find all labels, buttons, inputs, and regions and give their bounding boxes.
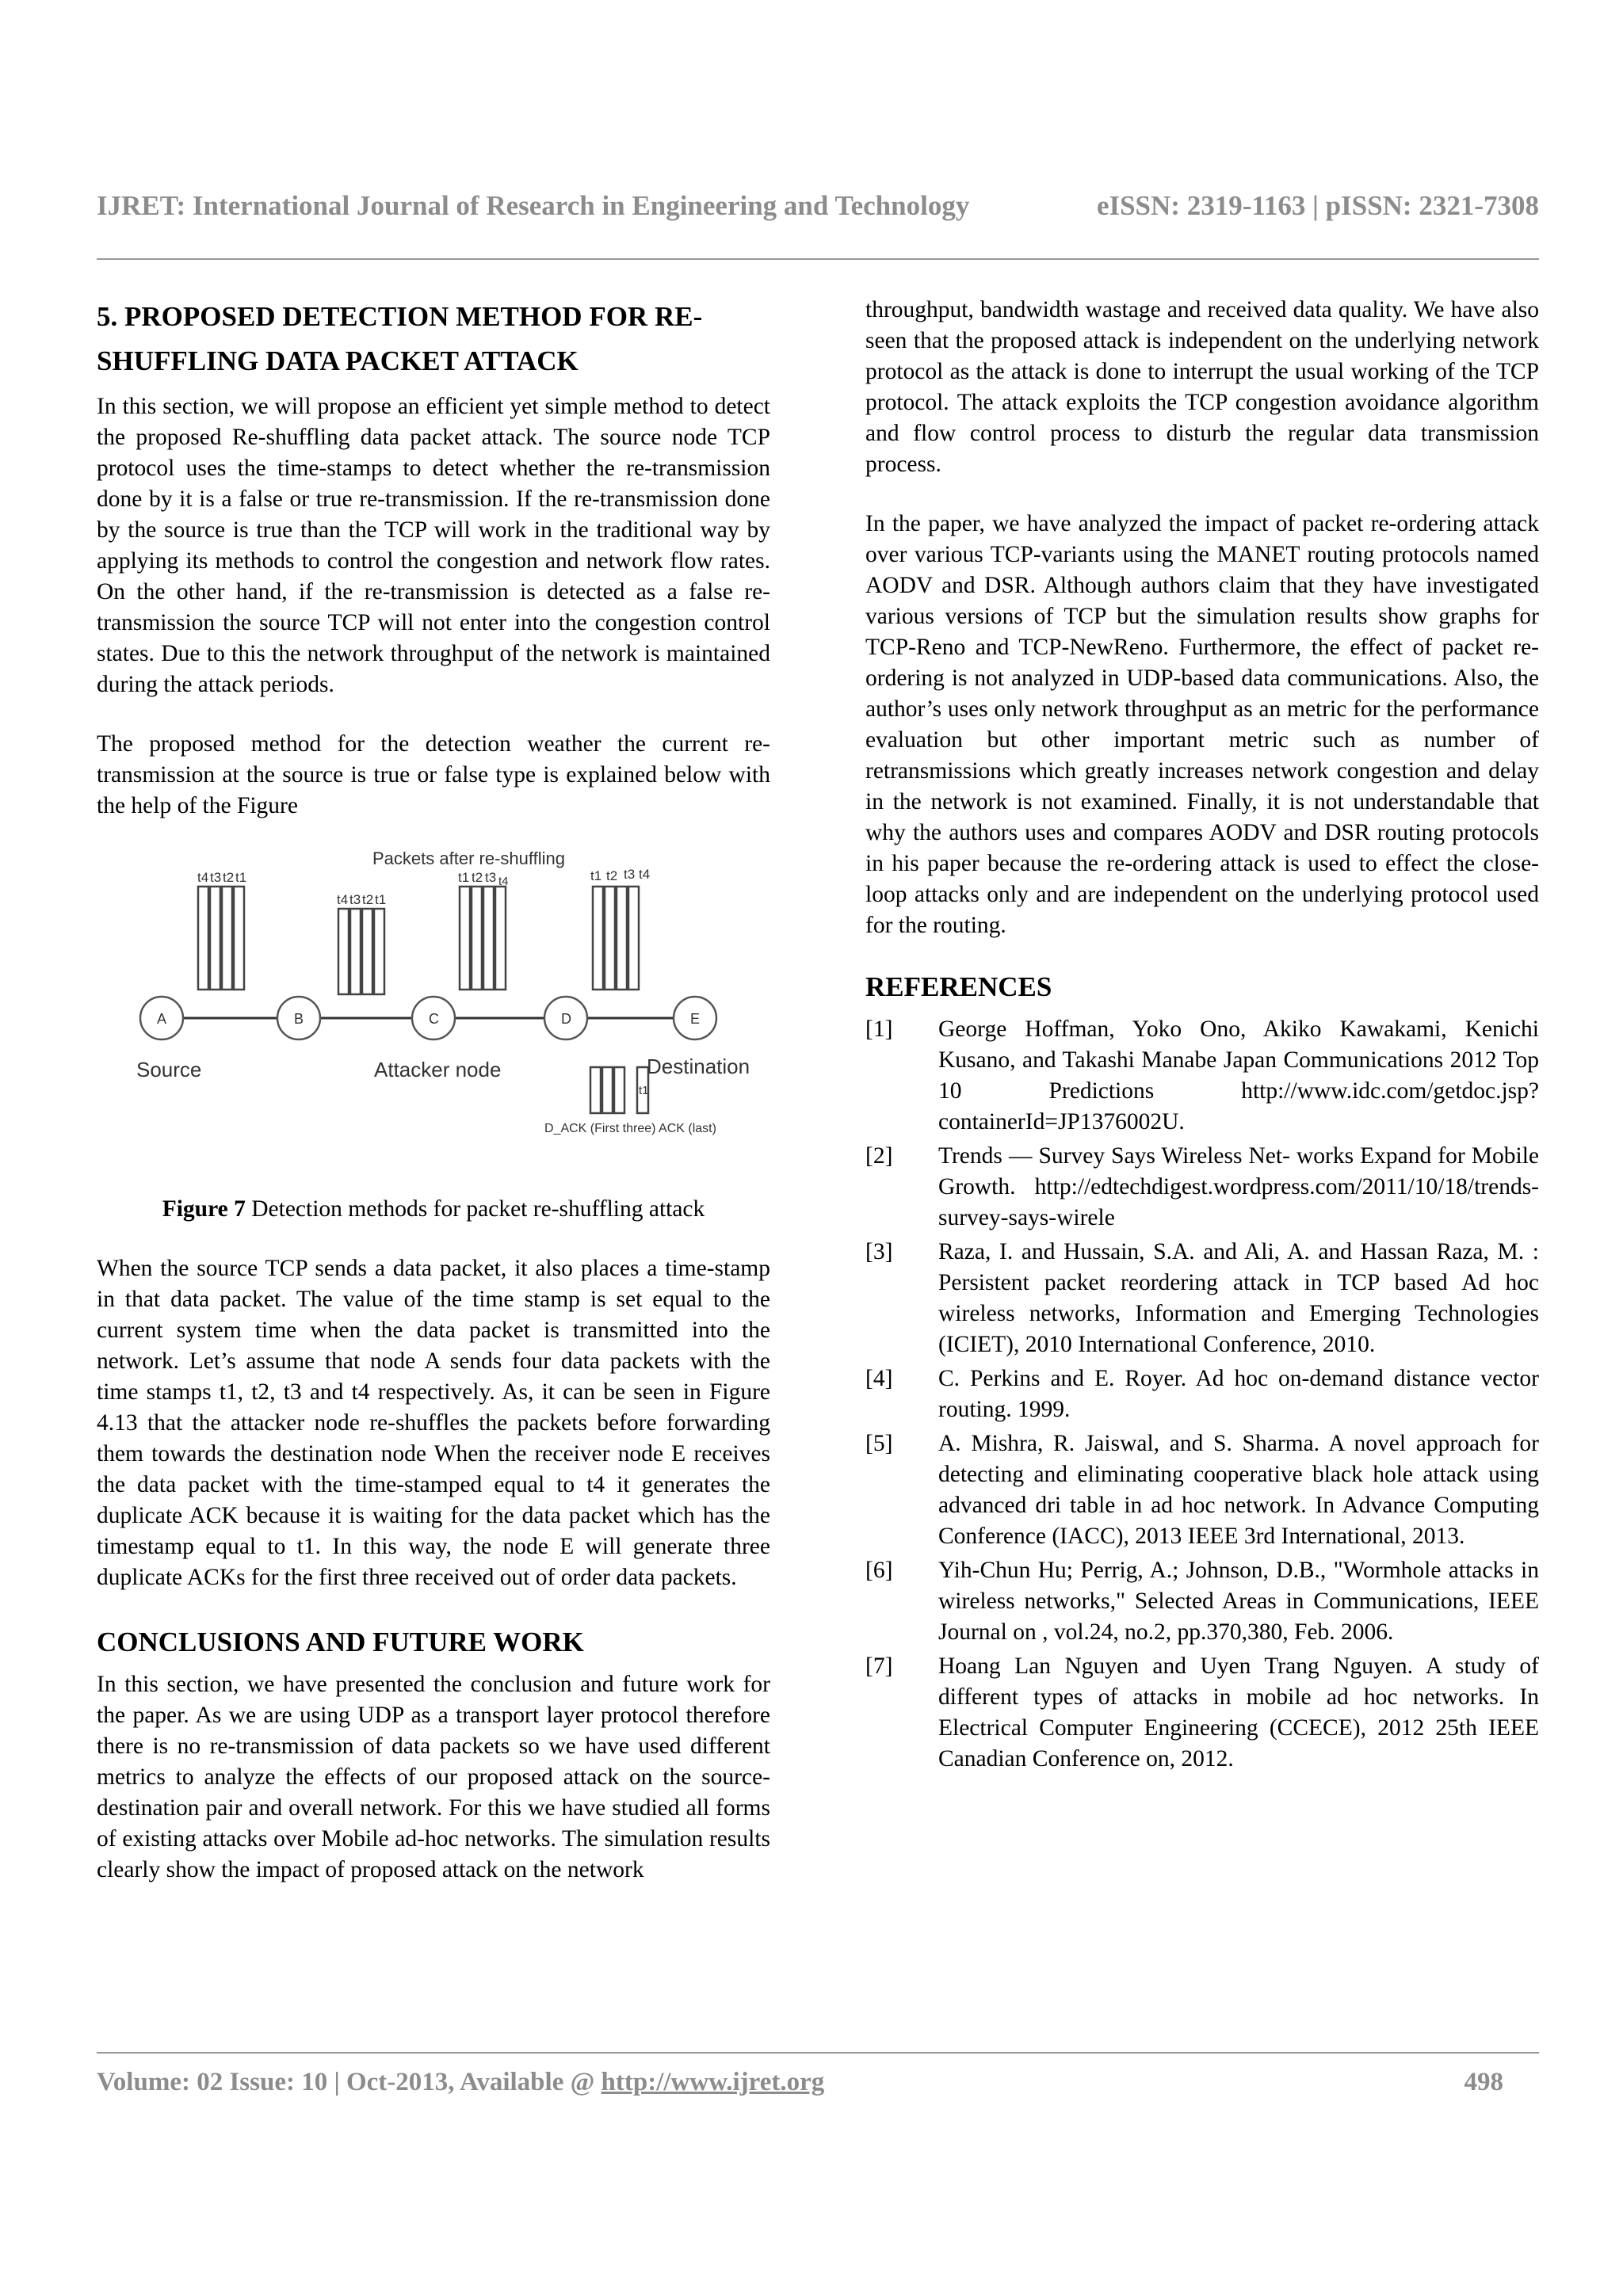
packet <box>495 887 506 990</box>
label-group-b-3: t1 <box>375 892 387 907</box>
left-column <box>97 295 770 1886</box>
node-c-label: C <box>429 1011 439 1027</box>
packet <box>472 887 482 990</box>
reference-item <box>865 1555 1539 1648</box>
reference-text: Raza, I. and Hussain, S.A. and Ali, A. and Hassan Raza, M. : Persistent packet reordering attack in TCP based Ad hoc wireless networks, Information and Emerging Technologies (ICIET), 2010 International Conference, 2010. <box>938 1239 1539 1357</box>
page-number: 498 <box>1464 2068 1503 2096</box>
label-group-c-0: t1 <box>458 870 470 885</box>
left-paragraph-3: When the source TCP sends a data packet, it also places a time-stamp in that data packet. The value of the time stamp is set equal to the current system time when the data packet is transmitted into the network. Let’s assume that node A sends four data packets with the time stamps t1, t2, t3 and t4 respectively. As, it can be seen in Figure 4.13 that the attacker node re-shuffles the packets before forwarding them towards the destination node When the receiver node E receives the data packet with the time-stamped equal to t4 it generates the duplicate ACK because it is waiting for the data packet which has the timestamp equal to t1. In this way, the node E will generate three duplicate ACKs for the first three received out of order data packets. <box>97 1256 770 1590</box>
reference-number: [7] <box>865 1653 893 1679</box>
figure-caption <box>97 1194 770 1225</box>
label-group-b-0: t4 <box>337 892 349 907</box>
label-group-a-0: t4 <box>197 870 209 885</box>
reference-number: [2] <box>865 1143 893 1169</box>
detection-diagram <box>97 845 770 1186</box>
right-paragraph-2: In the paper, we have analyzed the impact of packet re-ordering attack over various TCP-variants using the MANET routing protocols named AODV and DSR. Although authors claim that they have investigated various versions of TCP but the simulation results show graphs for TCP-Reno and TCP-NewReno. Furthermore, the effect of packet re-ordering is not analyzed in UDP-based data communications. Also, the author’s uses only network throughput as an metric for the performance evaluation but other important metric such as number of retransmissions which greatly increases network congestion and delay in the network is not examined. Finally, it is not understandable that why the authors uses and compares AODV and DSR routing protocols in his paper because the re-ordering attack is used to effect the close-loop attacks only and are independent on the underlying protocol used for the routing. <box>865 511 1539 938</box>
reference-number: [5] <box>865 1431 893 1456</box>
reference-text: Hoang Lan Nguyen and Uyen Trang Nguyen. A study of different types of attacks in mobile ad hoc networks. In Electrical Computer Engineering (CCECE), 2012 25th IEEE Canadian Conference on, 2012. <box>938 1653 1539 1772</box>
packet <box>234 887 244 990</box>
destination-label: Destination <box>647 1055 750 1078</box>
conclusions-title: CONCLUSIONS AND FUTURE WORK <box>97 1627 584 1657</box>
issn: eISSN: 2319-1163 | pISSN: 2321-7308 <box>1096 190 1539 221</box>
reference-item <box>865 1428 1539 1552</box>
reference-item <box>865 1651 1539 1775</box>
reference-number: [1] <box>865 1016 893 1042</box>
packet <box>362 909 372 994</box>
label-group-b-2: t2 <box>362 892 374 907</box>
journal-link[interactable]: http://www.ijret.org <box>601 2068 825 2096</box>
reference-item <box>865 1014 1539 1138</box>
journal-name: IJRET: International Journal of Research in Engineering and Technology <box>97 190 970 221</box>
packet <box>222 887 232 990</box>
label-group-a-2: t2 <box>223 870 235 885</box>
label-group-d-0: t1 <box>590 868 602 883</box>
packet-group-d <box>593 887 639 990</box>
figure-title: Packets after re-shuffling <box>372 849 565 868</box>
label-group-d-3: t4 <box>639 867 651 882</box>
reference-list <box>865 1014 1539 1775</box>
packet <box>460 887 470 990</box>
packet <box>617 887 627 990</box>
packet-group-c <box>460 887 506 990</box>
reference-text: Trends — Survey Says Wireless Net- works Expand for Mobile Growth. http://edtechdigest.wordpress.com/2011/10/18/trends-survey-says-wirele <box>938 1143 1539 1230</box>
node-a-label: A <box>157 1011 167 1027</box>
node-d-label: D <box>561 1011 571 1027</box>
packet-group-b <box>338 909 384 994</box>
running-footer <box>97 2068 1539 2097</box>
header-rule <box>97 258 1539 260</box>
label-group-d-2: t3 <box>624 867 636 882</box>
label-group-c-2: t3 <box>485 870 497 885</box>
reference-number: [6] <box>865 1558 893 1583</box>
packet <box>483 887 494 990</box>
packet <box>593 887 603 990</box>
ack-packet <box>590 1067 601 1113</box>
packet <box>350 909 361 994</box>
node-e-label: E <box>690 1011 701 1027</box>
reference-number: [3] <box>865 1239 893 1264</box>
reference-text: George Hoffman, Yoko Ono, Akiko Kawakami, Kenichi Kusano, and Takashi Manabe Japan Communications 2012 Top 10 Predictions http://www.idc.com/getdoc.jsp?containerId=JP1376002U. <box>938 1016 1539 1135</box>
ack-packet <box>614 1067 624 1113</box>
ack-packet <box>602 1067 613 1113</box>
packet <box>198 887 208 990</box>
label-group-b-1: t3 <box>349 892 361 907</box>
right-column <box>865 295 1539 1778</box>
right-paragraph-1: throughput, bandwidth wastage and received data quality. We have also seen that the proposed attack is independent on the underlying network protocol as the attack is done to interrupt the usual working of the TCP protocol. The attack exploits the TCP congestion avoidance algorithm and flow control process to disturb the regular data transmission process. <box>865 297 1539 477</box>
left-paragraph-4: In this section, we have presented the conclusion and future work for the paper. As we are using UDP as a transport layer protocol therefore there is no re-transmission of data packets so we have used different metrics to analyze the effects of our proposed attack on the source-destination pair and overall network. For this we have studied all forms of existing attacks over Mobile ad-hoc networks. The simulation results clearly show the impact of proposed attack on the network <box>97 1672 770 1882</box>
ack-tag: t1 <box>639 1084 649 1097</box>
ack-caption: D_ACK (First three) ACK (last) <box>544 1122 716 1135</box>
reference-text: Yih-Chun Hu; Perrig, A.; Johnson, D.B., "Wormhole attacks in wireless networks," Selected Areas in Communications, IEEE Journal on , vol.24, no.2, pp.370,380, Feb. 2006. <box>938 1558 1539 1645</box>
reference-number: [4] <box>865 1366 893 1391</box>
reference-text: A. Mishra, R. Jaiswal, and S. Sharma. A novel approach for detecting and eliminating cooperative black hole attack using advanced dri table in ad hoc network. In Advance Computing Conference (IACC), 2013 IEEE 3rd International, 2013. <box>938 1431 1539 1549</box>
left-paragraph-1: In this section, we will propose an efficient yet simple method to detect the proposed Re-shuffling data packet attack. The source node TCP protocol uses the time-stamps to detect whether the re-transmission done by it is a false or true re-transmission. If the re-transmission done by the source is true than the TCP will work in the traditional way by applying its methods to control the congestion and network flow rates. On the other hand, if the re-transmission is detected as a false re-transmission the source TCP will not enter into the congestion control states. Due to this the network throughput of the network is maintained during the attack periods. <box>97 394 770 697</box>
footer-rule <box>97 2052 1539 2054</box>
references-title: REFERENCES <box>865 971 1052 1002</box>
reference-item <box>865 1141 1539 1234</box>
packet <box>210 887 220 990</box>
caption-text: Detection methods for packet re-shuffling attack <box>245 1196 705 1222</box>
left-paragraph-2: The proposed method for the detection weather the current re-transmission at the source is true or false type is explained below with the help of the Figure <box>97 731 770 818</box>
reference-item <box>865 1363 1539 1425</box>
packet <box>374 909 384 994</box>
node-b-label: B <box>294 1011 304 1027</box>
section-title: 5. PROPOSED DETECTION METHOD FOR RE-SHUFFLING DATA PACKET ATTACK <box>97 301 703 376</box>
packet <box>338 909 349 994</box>
attacker-label: Attacker node <box>374 1058 502 1081</box>
running-header <box>97 190 1539 222</box>
source-label: Source <box>136 1058 202 1081</box>
label-group-a-1: t3 <box>210 870 222 885</box>
packet <box>628 887 639 990</box>
label-group-d-1: t2 <box>606 868 618 883</box>
reference-item <box>865 1237 1539 1360</box>
label-group-c-1: t2 <box>472 870 483 885</box>
packet-group-a <box>198 887 244 990</box>
label-group-a-3: t1 <box>235 870 247 885</box>
packet <box>605 887 615 990</box>
label-group-c-3: t4 <box>498 875 509 888</box>
reference-text: C. Perkins and E. Royer. Ad hoc on-demand distance vector routing. 1999. <box>938 1366 1539 1422</box>
caption-label: Figure 7 <box>162 1196 246 1222</box>
volume-info: Volume: 02 Issue: 10 | Oct-2013, Available @ <box>97 2068 601 2096</box>
figure-7 <box>97 845 770 1186</box>
